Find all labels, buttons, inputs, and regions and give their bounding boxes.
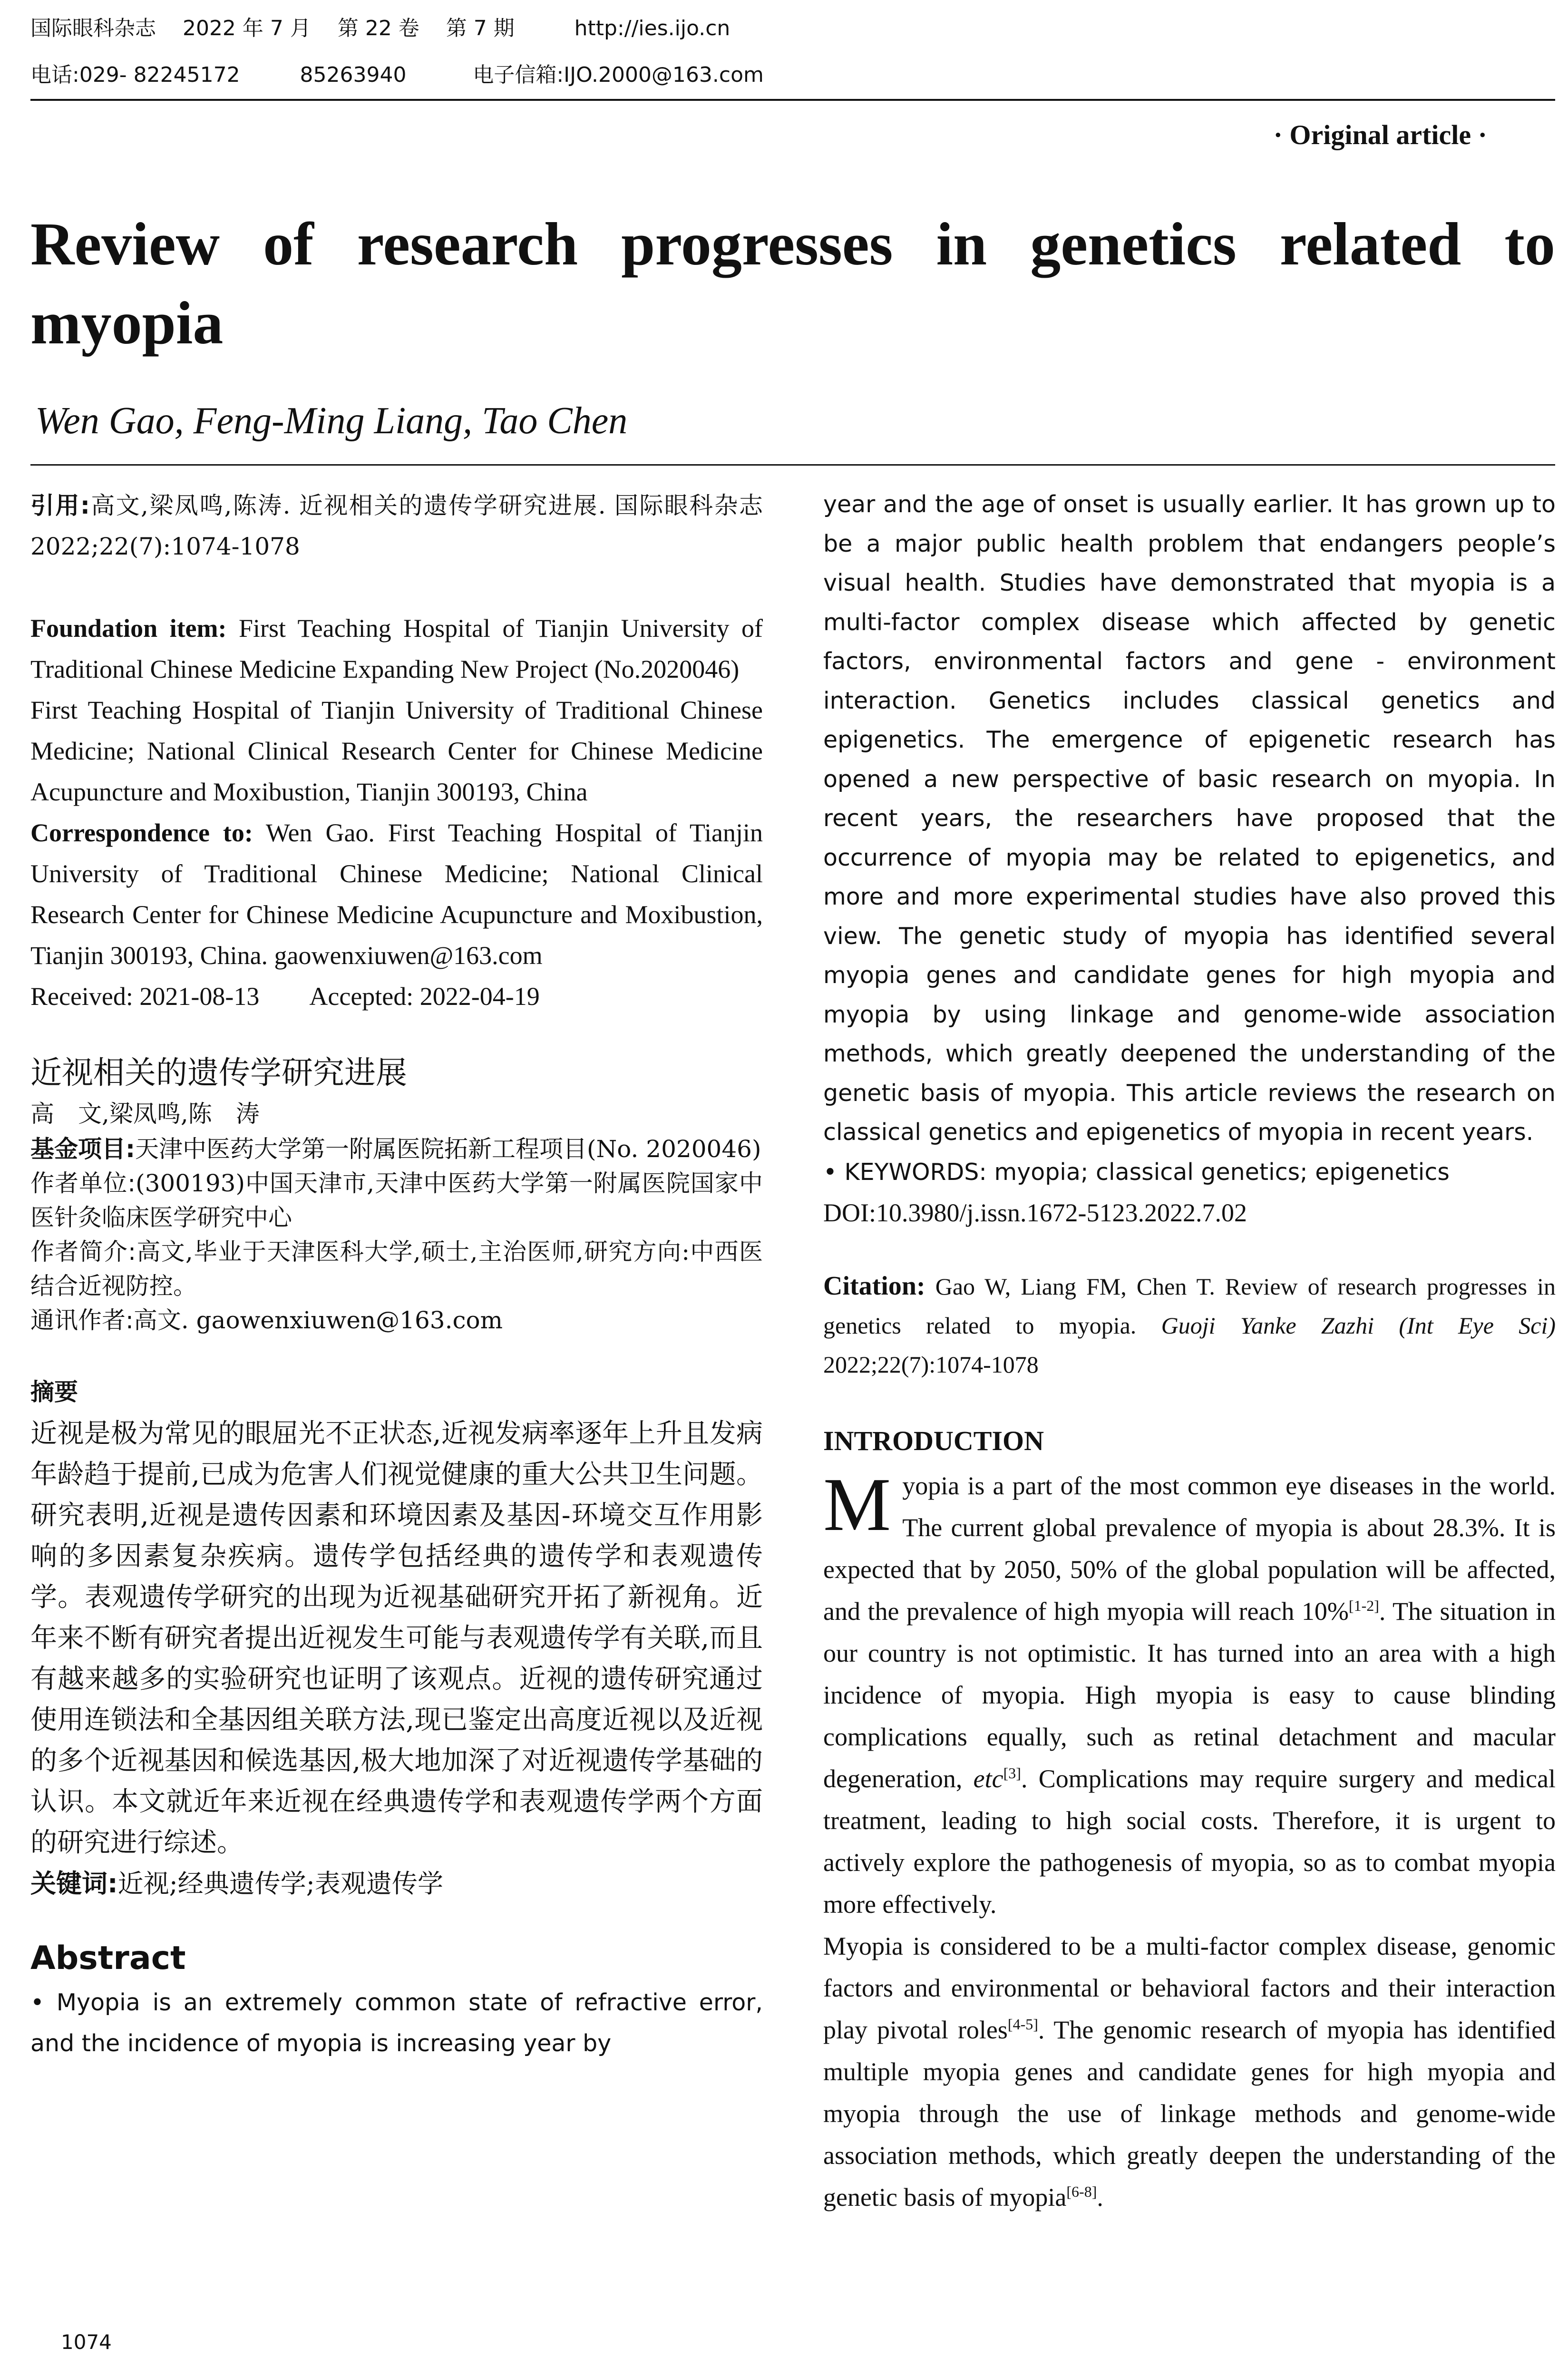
foundation-label: Foundation item: (30, 614, 227, 643)
citation-text-1: Gao W, Liang FM, Chen T. Review of research progresses in genetics related to myopia. (823, 1273, 1556, 1339)
contact-email[interactable]: 电子信箱:IJO.2000@163.com (473, 63, 764, 87)
right-column (823, 485, 1556, 2218)
accepted-date: Accepted: 2022-04-19 (309, 982, 540, 1011)
page-number: 1074 (61, 2330, 112, 2354)
received-date: Received: 2021-08-13 (30, 982, 260, 1011)
abstract-keywords: • KEYWORDS: myopia; classical genetics; epigenetics (823, 1158, 1450, 1186)
left-column (30, 485, 763, 2064)
cn-abstract: 近视是极为常见的眼屈光不正状态,近视发病率逐年上升且发病年龄趋于提前,已成为危害人们视觉健康的重大公共卫生问题。研究表明,近视是遗传因素和环境因素及基因-环境交互作用影响的多因素复杂疾病。遗传学包括经典的遗传学和表观遗传学。表观遗传学研究的出现为近视基础研究开拓了新视角。近年来不断有研究者提出近视发生可能与表观遗传学有关联,而且有越来越多的实验研究也证明了该观点。近视的遗传研究通过使用连锁法和全基因组关联方法,现已鉴定出高度近视以及近视的多个近视基因和候选基因,极大地加深了对近视遗传学基础的认识。本文就近年来近视在经典遗传学和表观遗传学两个方面的研究进行综述。 (30, 1418, 763, 1858)
cn-unit-label: 作者单位: (30, 1169, 136, 1197)
cn-keywords-text: 近视;经典遗传学;表观遗传学 (117, 1869, 443, 1899)
cn-authors: 高 文,梁凤鸣,陈 涛 (30, 1100, 260, 1128)
cn-keywords-label: 关键词: (30, 1869, 118, 1899)
intro-paragraph-2 (823, 1925, 1556, 2218)
intro-p1-b: . The situation in our country is not optimistic. It has turned into an area with a high incidence of myopia. High myopia is easy to cause blinding complications equally, such as retinal detachment and macular degeneration, (823, 1597, 1556, 1793)
cn-fund-text: 天津中医药大学第一附属医院拓新工程项目(No. 2020046) (135, 1135, 761, 1163)
cn-abstract-heading: 摘要 (30, 1378, 78, 1406)
cite-cn-label: 引用: (30, 492, 90, 519)
cn-bio (30, 1235, 763, 1303)
journal-header-line-2 (30, 61, 764, 89)
affiliation: First Teaching Hospital of Tianjin University of Traditional Chinese Medicine; National Clinical Research Center for Chinese Medicine Acupuncture and Moxibustion, Tianjin 300193, China (30, 696, 763, 806)
ref-4-5[interactable]: [4-5] (1007, 2015, 1038, 2033)
cn-bio-label: 作者简介: (30, 1238, 136, 1266)
citation (823, 1266, 1556, 1384)
correspondence (30, 812, 763, 976)
correspondence-label: Correspondence to: (30, 818, 253, 847)
intro-paragraph-1 (823, 1461, 1556, 1925)
intro-etc: etc (973, 1764, 1003, 1793)
cn-corr-label: 通讯作者: (30, 1306, 134, 1334)
abstract-text-right: year and the age of onset is usually earlier. It has grown up to be a major public health problem that endangers people’s visual health. Studies have demonstrated that myopia is a multi-factor complex disease which affected by genetic factors, environmental factors and gene - environment interaction. Genetics includes classical genetics and epigenetics. The emergence of epigenetic research has opened a new perspective of basic research on myopia. In recent years, the researchers have proposed that the occurrence of myopia may be related to epigenetics, and more and more experimental studies have also proved this view. The genetic study of myopia has identified several myopia genes and candidate genes for high myopia and myopia by using linkage and genome-wide association methods, which greatly deepened the understanding of the genetic basis of myopia. This article reviews the research on classical genetics and epigenetics of myopia in recent years. (823, 491, 1556, 1146)
ref-6-8[interactable]: [6-8] (1066, 2182, 1097, 2200)
drop-cap: M (823, 1461, 891, 1547)
intro-p2-c: . (1097, 2182, 1103, 2211)
journal-header-line-1 (30, 14, 730, 43)
cn-keywords (30, 1863, 763, 1904)
phone: 电话:029- 82245172 (30, 63, 240, 87)
intro-p1-a: yopia is a part of the most common eye diseases in the world. The current global prevalence of myopia is about 28.3%. It is expected that by 2050, 50% of the global population will be affected, and the prevalence of high myopia will reach 10% (823, 1471, 1556, 1626)
ref-1-2[interactable]: [1-2] (1348, 1597, 1379, 1614)
cn-corr (30, 1303, 763, 1337)
citation-label: Citation: (823, 1271, 925, 1301)
citation-journal: Guoji Yanke Zazhi (Int Eye Sci) (1161, 1312, 1556, 1339)
ref-3[interactable]: [3] (1003, 1764, 1021, 1782)
cn-fund-label: 基金项目: (30, 1135, 135, 1163)
intro-p2-b: . The genomic research of myopia has identified multiple myopia genes and candidate genes for high myopia and myopia through the use of linkage methods and genome-wide association methods, which greatly deepen the understanding of the genetic basis of myopia (823, 2015, 1556, 2211)
intro-heading: INTRODUCTION (823, 1425, 1044, 1456)
phone-2: 85263940 (300, 63, 407, 87)
abstract-heading: Abstract (30, 1939, 186, 1977)
issue: 第 7 期 (446, 16, 515, 40)
citation-text-2: 2022;22(7):1074-1078 (823, 1351, 1039, 1378)
cn-unit (30, 1166, 763, 1235)
journal-name: 国际眼科杂志 (30, 16, 156, 40)
article-title: Review of research progresses in genetics related to myopia (30, 210, 1555, 357)
cn-bio-text: 高文,毕业于天津医科大学,硕士,主治医师,研究方向:中西医结合近视防控。 (30, 1238, 763, 1300)
abstract-text-left: • Myopia is an extremely common state of refractive error, and the incidence of myopia is increasing year by (30, 1989, 763, 2057)
cn-fund (30, 1132, 763, 1166)
volume: 第 22 卷 (337, 16, 419, 40)
cite-cn (30, 485, 763, 567)
intro-p2-a: Myopia is considered to be a multi-factor complex disease, genomic factors and environmental or behavioral factors and their interaction play pivotal roles (823, 1931, 1556, 2044)
authors: Wen Gao, Feng-Ming Liang, Tao Chen (35, 400, 628, 442)
doi[interactable]: DOI:10.3980/j.issn.1672-5123.2022.7.02 (823, 1198, 1247, 1227)
cn-unit-text: (300193)中国天津市,天津中医药大学第一附属医院国家中医针灸临床医学研究中心 (30, 1169, 763, 1231)
header-rule (30, 99, 1555, 101)
title-rule (30, 464, 1555, 466)
cn-title: 近视相关的遗传学研究进展 (30, 1054, 407, 1091)
cn-corr-text: 高文. gaowenxiuwen@163.com (133, 1306, 503, 1334)
foundation-item (30, 608, 763, 690)
intro-p1-c: . Complications may require surgery and medical treatment, leading to high social costs. Therefore, it is urgent to actively explore the pathogenesis of myopia, so as to combat myopia more effectively. (823, 1764, 1556, 1919)
foundation-text: First Teaching Hospital of Tianjin University of Traditional Chinese Medicine Expanding New Project (No.2020046) (30, 614, 763, 683)
issue-date: 2022 年 7 月 (182, 16, 311, 40)
cite-cn-text: 高文,梁凤鸣,陈涛. 近视相关的遗传学研究进展. 国际眼科杂志 2022;22(7):1074-1078 (30, 492, 763, 560)
article-type: · Original article · (1273, 119, 1487, 150)
correspondence-text: Wen Gao. First Teaching Hospital of Tianjin University of Traditional Chinese Medicine; National Clinical Research Center for Chinese Medicine Acupuncture and Moxibustion, Tianjin 300193, China. gaowenxiuwen@163.com (30, 818, 763, 970)
journal-url[interactable]: http://ies.ijo.cn (574, 16, 730, 40)
dates (30, 976, 763, 1017)
